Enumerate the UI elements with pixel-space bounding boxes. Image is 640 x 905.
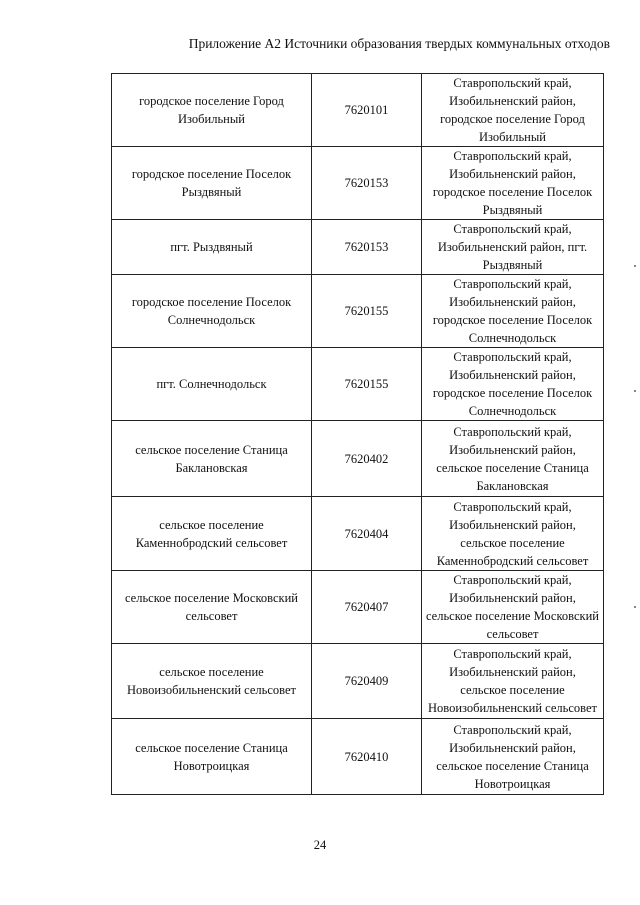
settlement-cell: городское поселение Поселок Солнечнодольск	[112, 275, 312, 348]
settlement-cell: городское поселение Город Изобильный	[112, 74, 312, 147]
settlement-cell: сельское поселение Каменнобродский сельсовет	[112, 497, 312, 571]
table-row	[112, 571, 604, 644]
table-row	[112, 644, 604, 719]
table-row	[112, 497, 604, 571]
settlement-cell: пгт. Солнечнодольск	[112, 348, 312, 421]
address-cell: Ставропольский край, Изобильненский район, сельское поселение Каменнобродский сельсовет	[422, 497, 604, 571]
page-number: 24	[313, 838, 327, 852]
address-cell: Ставропольский край, Изобильненский район, сельское поселение Станица Баклановская	[422, 421, 604, 497]
table-row	[112, 74, 604, 147]
table-row	[112, 220, 604, 275]
scan-artifact	[634, 606, 636, 608]
table-row	[112, 275, 604, 348]
code-cell: 7620101	[312, 74, 422, 147]
address-cell: Ставропольский край, Изобильненский район, сельское поселение Новоизобильненский сельсовет	[422, 644, 604, 719]
scan-artifact	[634, 265, 636, 267]
page-header: Приложение А2 Источники образования твердых коммунальных отходов	[188, 36, 610, 51]
table-row	[112, 147, 604, 220]
scan-artifact	[634, 390, 636, 392]
settlement-cell: сельское поселение Новоизобильненский сельсовет	[112, 644, 312, 719]
address-cell: Ставропольский край, Изобильненский район, городское поселение Поселок Солнечнодольск	[422, 275, 604, 348]
settlement-cell: сельское поселение Станица Баклановская	[112, 421, 312, 497]
settlement-cell: сельское поселение Московский сельсовет	[112, 571, 312, 644]
code-cell: 7620410	[312, 719, 422, 795]
settlement-cell: городское поселение Поселок Рыздвяный	[112, 147, 312, 220]
address-cell: Ставропольский край, Изобильненский район, пгт. Рыздвяный	[422, 220, 604, 275]
address-cell: Ставропольский край, Изобильненский район, городское поселение Поселок Рыздвяный	[422, 147, 604, 220]
settlement-cell: пгт. Рыздвяный	[112, 220, 312, 275]
code-cell: 7620153	[312, 220, 422, 275]
code-cell: 7620155	[312, 348, 422, 421]
sources-table	[111, 73, 604, 795]
settlement-cell: сельское поселение Станица Новотроицкая	[112, 719, 312, 795]
table-row	[112, 719, 604, 795]
address-cell: Ставропольский край, Изобильненский район, сельское поселение Станица Новотроицкая	[422, 719, 604, 795]
address-cell: Ставропольский край, Изобильненский район, сельское поселение Московский сельсовет	[422, 571, 604, 644]
code-cell: 7620402	[312, 421, 422, 497]
code-cell: 7620407	[312, 571, 422, 644]
code-cell: 7620153	[312, 147, 422, 220]
address-cell: Ставропольский край, Изобильненский район, городское поселение Город Изобильный	[422, 74, 604, 147]
code-cell: 7620155	[312, 275, 422, 348]
table-row	[112, 348, 604, 421]
code-cell: 7620409	[312, 644, 422, 719]
address-cell: Ставропольский край, Изобильненский район, городское поселение Поселок Солнечнодольск	[422, 348, 604, 421]
table-row	[112, 421, 604, 497]
code-cell: 7620404	[312, 497, 422, 571]
